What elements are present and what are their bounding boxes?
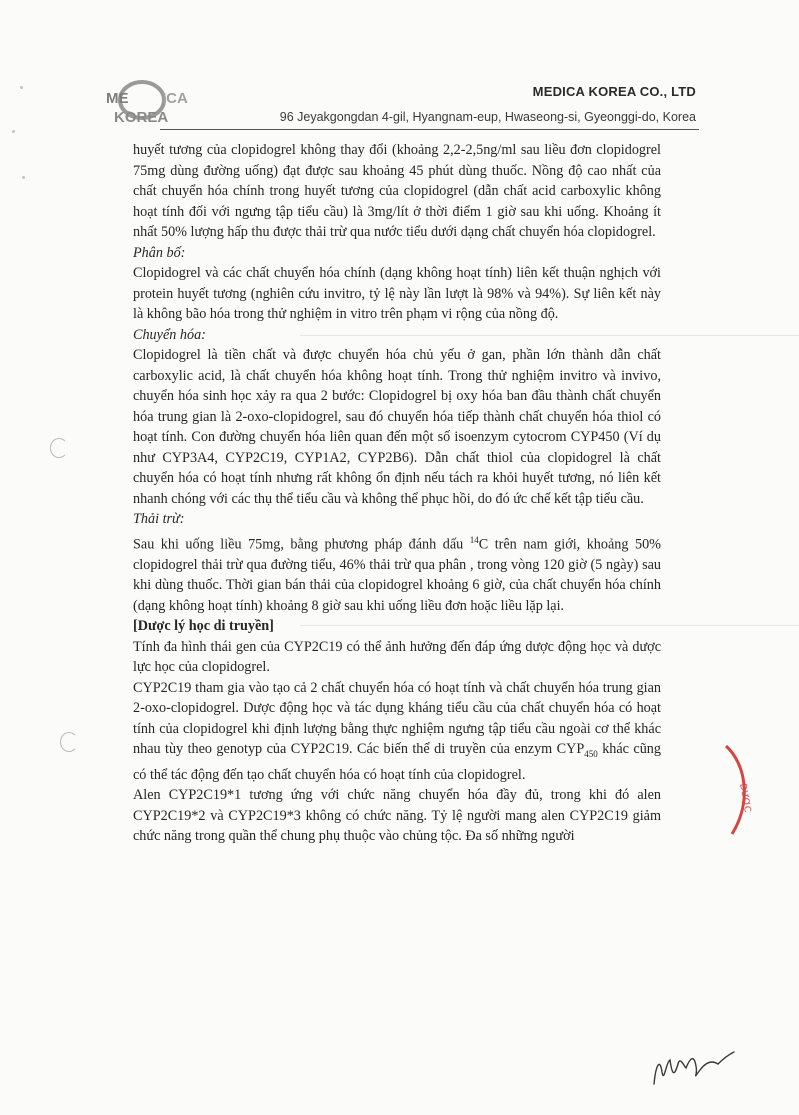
heading-elimination: Thải trừ: (133, 511, 185, 527)
company-name: MEDICA KOREA CO., LTD (532, 84, 696, 99)
punch-hole-mark (60, 732, 78, 752)
paragraph-polymorphism: Tính đa hình thái gen của CYP2C19 có thể ảnh hưởng đến đáp ứng dược động học và dược lực học của clopidogrel. (133, 638, 661, 676)
seal-stamp (712, 742, 754, 838)
scan-speck (20, 86, 23, 89)
elimination-text-b: C trên nam giới, khoảng 50% clopidogrel thải trừ qua đường tiểu, 46% thải trừ qua phân , trong vòng 120 giờ (5 ngày) sau khi dùng thuốc. Thời gian bán thải của clopidogrel khoảng 6 giờ, của chất chuyển hóa chính (dạng không hoạt tính) khoảng 8 giờ sau khi uống liều đơn hoặc liều lặp lại. (133, 536, 661, 614)
punch-hole-mark (50, 438, 68, 458)
svg-text:ICA: ICA (162, 90, 188, 107)
paragraph-absorption: huyết tương của clopidogrel không thay đổi (khoảng 2,2-2,5ng/ml sau liều đơn clopidogrel 75mg dùng đường uống) đạt được sau khoảng 45 phút dùng thuốc. Nồng độ cao nhất của chất chuyển hóa chính trong huyết tương của clopidogrel (dẫn chất acid carboxylic không hoạt tính đối với ngưng tập tiểu cầu) là 3mg/lít ở thời điểm 1 giờ sau khi uống. Khoảng ít nhất 50% lượng hấp thu được thải trừ qua nước tiểu dưới dạng chất chuyển hóa clopidogrel. (133, 142, 661, 240)
cyp2c19-text-a: CYP2C19 tham gia vào tạo cả 2 chất chuyển hóa có hoạt tính và chất chuyển hóa trung gian 2-oxo-clopidogrel. Dược động học và tác dụng kháng tiểu cầu của chất chuyển hóa có hoạt tính của clopidogrel khi định lượng bằng thực nghiệm ngưng tập tiểu cầu ngoài cơ thể khác nhau tùy theo genotyp của CYP2C19. Các biến thể di truyền của enzym CYP (133, 679, 661, 758)
stamp-text: DƯỢC (737, 782, 752, 814)
paragraph-alleles: Alen CYP2C19*1 tương ứng với chức năng chuyển hóa đầy đủ, trong khi đó alen CYP2C19*2 và CYP2C19*3 không có chức năng. Tỷ lệ người mang alen CYP2C19 giảm chức năng trong quần thể chung phụ thuộc vào chủng tộc. Đa số những người (133, 787, 661, 845)
heading-distribution: Phân bố: (133, 244, 186, 261)
svg-text:ME: ME (106, 90, 129, 107)
header-divider (160, 129, 699, 130)
document-body (133, 140, 661, 847)
paragraph-elimination (133, 530, 661, 617)
cyp-subscript: 450 (584, 749, 598, 760)
isotope-superscript: 14 (469, 534, 479, 545)
elimination-text-a: Sau khi uống liều 75mg, bằng phương pháp đánh dấu (133, 536, 470, 553)
company-address: 96 Jeyakgongdan 4-gil, Hyangnam-eup, Hwaseong-si, Gyeonggi-do, Korea (279, 110, 696, 124)
scan-speck (12, 130, 15, 133)
paragraph-metabolism: Clopidogrel là tiền chất và được chuyển hóa chủ yếu ở gan, phần lớn thành dẫn chất carboxylic acid, là chất chuyển hóa không hoạt tính. Trong thử nghiệm invitro và invivo, chuyển hóa sinh học xảy ra qua 2 bước: Clopidogrel bị oxy hóa ban đầu thành chất chuyển hóa trung gian là 2-oxo-clopidogrel, sau đó chuyển hóa tiếp thành chất chuyển hóa thiol có hoạt tính. Con đường chuyển hóa liên quan đến một số isoenzym cytocrom CYP450 (Ví dụ như CYP3A4, CYP2C19, CYP1A2, CYP2B6). Dẫn chất thiol của clopidogrel là chất chuyển hóa có hoạt tính nhưng rất không ổn định nếu tách ra khỏi huyết tương, nó liên kết nhanh chóng với các thụ thể tiểu cầu và không thể phục hồi, do đó ức chế kết tập tiểu cầu. (133, 347, 661, 507)
paragraph-cyp2c19 (133, 678, 661, 785)
cyp2c19-text-b: khác cũng có thể tác động đến tạo chất chuyển hóa có hoạt tính của clopidogrel. (133, 741, 661, 783)
heading-pharmacogenetics: [Dược lý học di truyền] (133, 618, 274, 635)
company-logo (92, 78, 204, 130)
paragraph-distribution: Clopidogrel và các chất chuyển hóa chính (dạng không hoạt tính) liên kết thuận nghịch với protein huyết tương (nghiên cứu invitro, tỷ lệ này lần lượt là 98% và 94%). Sự liên kết này là không bão hóa trong thử nghiệm in vitro trên phạm vi rộng của nồng độ. (133, 265, 661, 322)
svg-text:KOREA: KOREA (114, 109, 169, 126)
heading-metabolism: Chuyển hóa: (133, 326, 206, 343)
signature-mark (648, 1044, 738, 1092)
scan-speck (22, 176, 25, 179)
